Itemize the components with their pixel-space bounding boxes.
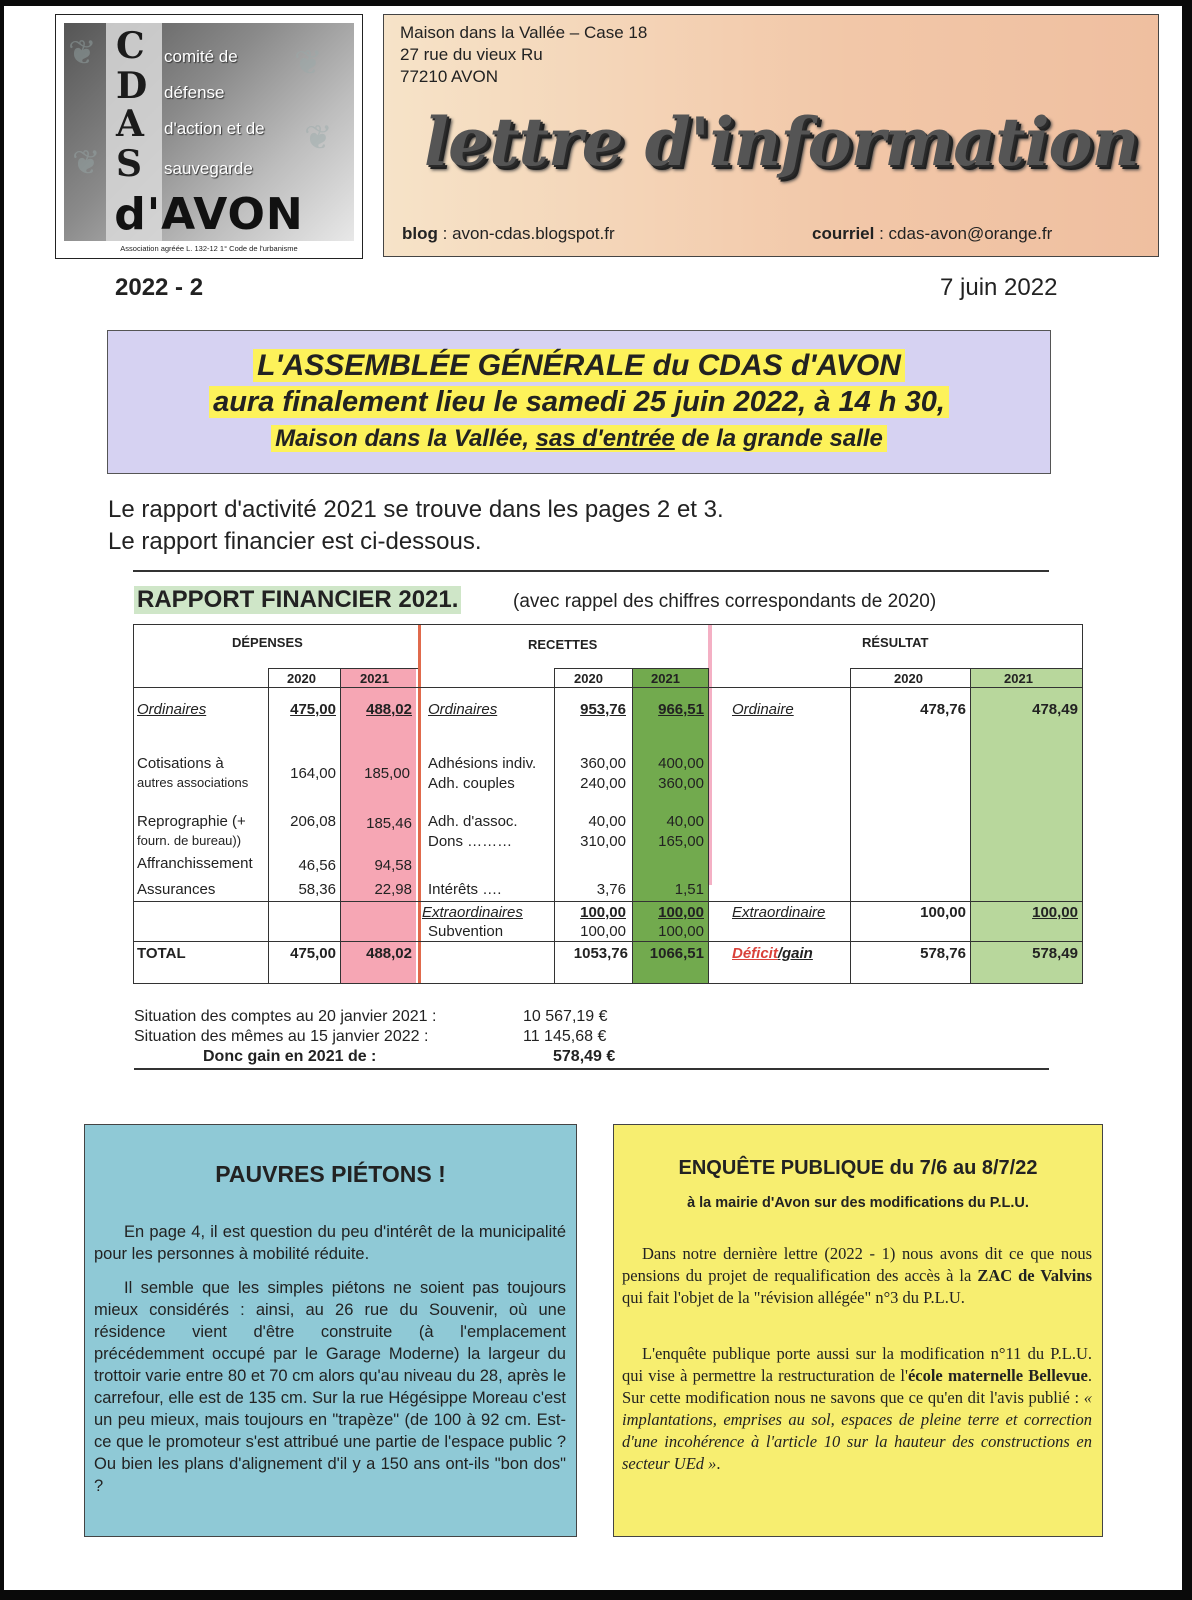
rec-adh-assoc-label: Adh. d'assoc. (428, 813, 518, 830)
pietons-title: PAUVRES PIÉTONS ! (215, 1161, 446, 1187)
rec-adh-assoc-2021: 40,00 (666, 813, 704, 830)
dep-cotis-2021: 185,00 (364, 765, 410, 782)
banner-entrance: sas d'entrée (535, 425, 675, 452)
situation-1-value: 10 567,19 € (523, 1008, 608, 1025)
email-label: courriel (812, 224, 875, 243)
res-total-2020: 578,76 (920, 945, 966, 962)
enquete-box (613, 1124, 1103, 1537)
rec-interets-2020: 3,76 (596, 881, 626, 898)
banner-line-1 (108, 349, 1050, 383)
situation-3-label: Donc gain en 2021 de : (203, 1048, 377, 1065)
res-deficit-gain-label (732, 945, 813, 962)
dep-ordinaires-label: Ordinaires (137, 701, 207, 718)
rec-subv-2021: 100,00 (658, 923, 704, 940)
banner-location: Maison dans la Vallée, (275, 425, 529, 452)
dep-repro-label-1: Reprographie (+ (137, 813, 246, 830)
address-line-2: 27 rue du vieux Ru (400, 45, 543, 64)
situation-3-value: 578,49 € (553, 1048, 616, 1065)
logo-word-sauvegarde: sauvegarde (164, 159, 253, 178)
logo-avon: d'AVON (114, 189, 304, 240)
enquete-paragraph-1 (622, 1243, 1092, 1309)
banner-line-1-text: L'ASSEMBLÉE GÉNÉRALE du CDAS d'AVON (253, 349, 905, 382)
rec-ordinaires-2020: 953,76 (580, 701, 626, 718)
enquete-p2-text-e: . (716, 1454, 721, 1473)
grid-h-years-rec (554, 668, 708, 669)
divider-top (133, 570, 1049, 572)
dep-year-2020: 2020 (287, 671, 316, 686)
enquete-p1-text-a: Dans notre dernière lettre (2022 - 1) nous avons dit ce que nous pensions du projet de requalification des accès à la (622, 1244, 1092, 1285)
rec-extra-2020: 100,00 (580, 904, 626, 921)
issue-number: 2022 - 2 (115, 274, 204, 301)
situation-1-label: Situation des comptes au 20 janvier 2021 : (134, 1008, 437, 1025)
logo-letter-c: C (116, 25, 145, 67)
pietons-box (84, 1124, 577, 1537)
rec-total-2020: 1053,76 (573, 945, 628, 962)
dep-repro-2021: 185,46 (366, 815, 412, 832)
newsletter-title: lettre d'information (424, 103, 1139, 181)
logo-letter-a: A (116, 103, 144, 145)
assembly-banner (107, 330, 1051, 474)
situation-2-value: 11 145,68 € (523, 1028, 607, 1045)
rec-divider-red (418, 625, 421, 983)
banner-room: de la grande salle (681, 425, 883, 452)
header-recettes: RECETTES (528, 637, 598, 652)
res-extra-2020: 100,00 (920, 904, 966, 921)
scan-border-bottom (0, 1590, 1192, 1600)
enquete-zac-valvins: ZAC de Valvins (977, 1266, 1092, 1285)
dep-repro-2020: 206,08 (290, 813, 336, 830)
res-total-2021: 578,49 (1032, 945, 1078, 962)
logo-letter-d: D (116, 65, 148, 107)
dep-total-2021: 488,02 (366, 945, 412, 962)
rec-interets-2021: 1,51 (674, 881, 704, 898)
logo-letter-s: S (116, 143, 142, 185)
dep-year-2021: 2021 (360, 671, 389, 686)
dep-cotis-label-1: Cotisations à (137, 755, 224, 772)
rec-subv-label: Subvention (428, 923, 504, 940)
rec-adh-assoc-2020: 40,00 (588, 813, 626, 830)
header-depenses: DÉPENSES (232, 635, 303, 650)
enquete-title: ENQUÊTE PUBLIQUE du 7/6 au 8/7/22 (678, 1157, 1038, 1179)
email-address[interactable]: : cdas-avon@orange.fr (879, 224, 1053, 243)
divider-bottom (134, 1068, 1049, 1070)
rec-adh-couples-label: Adh. couples (428, 775, 515, 792)
enquete-ecole-bellevue: école maternelle Bellevue (907, 1366, 1088, 1385)
scan-border-top (0, 0, 1192, 6)
finance-table (133, 624, 1083, 984)
rec-year-2020: 2020 (574, 671, 603, 686)
res-gain-label: /gain (777, 945, 813, 962)
res-year-2021: 2021 (1004, 671, 1033, 686)
finance-title: RAPPORT FINANCIER 2021. (134, 586, 461, 614)
dep-affr-2021: 94,58 (374, 857, 412, 874)
banner-line-3-text (271, 425, 887, 452)
dep-total-2020: 475,00 (290, 945, 336, 962)
res-deficit-label: Déficit (732, 945, 778, 962)
rec-subv-2020: 100,00 (580, 923, 626, 940)
dep-assur-label: Assurances (137, 881, 216, 898)
res-year-2020: 2020 (894, 671, 923, 686)
res-extra-label: Extraordinaire (732, 904, 826, 921)
rec-ordinaires-2021: 966,51 (658, 701, 704, 718)
dep-total-label: TOTAL (137, 945, 186, 962)
enquete-subtitle: à la mairie d'Avon sur des modifications du P.L.U. (687, 1195, 1029, 1211)
situation-2-label: Situation des mêmes au 15 janvier 2022 : (134, 1028, 429, 1045)
address-line-1: Maison dans la Vallée – Case 18 (400, 23, 648, 42)
rec-total-2021: 1066,51 (649, 945, 704, 962)
grid-h-extra (134, 901, 1082, 902)
rec-dons-2020: 310,00 (580, 833, 626, 850)
header-resultat: RÉSULTAT (862, 635, 929, 650)
dep-ordinaires-2020: 475,00 (290, 701, 336, 718)
rec-year-2021: 2021 (651, 671, 680, 686)
banner-line-3 (108, 425, 1050, 453)
grid-h-years (268, 668, 418, 669)
blog-label: blog (402, 224, 438, 243)
banner-line-2 (108, 386, 1050, 419)
issue-date: 7 juin 2022 (940, 274, 1058, 301)
address-line-3: 77210 AVON (400, 67, 498, 86)
dep-assur-2020: 58,36 (298, 881, 336, 898)
dep-assur-2021: 22,98 (374, 881, 412, 898)
rec-interets-label: Intérêts …. (428, 881, 502, 898)
rec-dons-2021: 165,00 (658, 833, 704, 850)
res-ordinaire-label: Ordinaire (732, 701, 794, 718)
rec-adh-couples-2020: 240,00 (580, 775, 626, 792)
enquete-paragraph-2 (622, 1343, 1092, 1475)
intro-line-2: Le rapport financier est ci-dessous. (108, 528, 482, 555)
dep-affr-2020: 46,56 (298, 857, 336, 874)
rec-adh-indiv-2021: 400,00 (658, 755, 704, 772)
rec-adh-couples-2021: 360,00 (658, 775, 704, 792)
rec-adh-indiv-2020: 360,00 (580, 755, 626, 772)
blog-line (402, 224, 615, 244)
leaf-decoration-icon: ❦ (294, 44, 323, 82)
leaf-decoration-icon: ❦ (68, 34, 97, 72)
pietons-paragraph-1: En page 4, il est question du peu d'intérêt de la municipalité pour les personnes à mobilité réduite. (94, 1223, 566, 1263)
res-extra-2021: 100,00 (1032, 904, 1078, 921)
cdas-logo-frame (55, 14, 363, 259)
grid-v-6 (708, 668, 709, 983)
intro-line-1: Le rapport d'activité 2021 se trouve dans les pages 2 et 3. (108, 496, 724, 523)
dep-cotis-2020: 164,00 (290, 765, 336, 782)
rec-extra-label: Extraordinaires (422, 904, 523, 921)
grid-h-body (134, 687, 1082, 688)
enquete-p1-text-c: qui fait l'objet de la "révision allégée" n°3 du P.L.U. (622, 1288, 965, 1307)
scan-border-right (1182, 0, 1192, 1600)
email-line (812, 224, 1052, 244)
cdas-logo (64, 23, 354, 241)
rec-dons-label: Dons ……… (428, 833, 513, 850)
dep-repro-label-2: fourn. de bureau)) (137, 833, 242, 848)
enquete-avis-quote: « implantations, emprises au sol, espaces de pleine terre et correction d'une incohérence à l'article 10 sur la hauteur des constructions en secteur UEd » (622, 1388, 1092, 1473)
dep-cotis-label-2: autres associations (137, 775, 249, 790)
dep-ordinaires-2021: 488,02 (366, 701, 412, 718)
logo-word-comite: comité de (164, 47, 238, 66)
grid-h-total (134, 941, 1082, 942)
logo-word-defense: défense (164, 83, 225, 102)
dep-affr-label: Affranchissement (137, 855, 253, 872)
rec-ordinaires-label: Ordinaires (428, 701, 498, 718)
rec-extra-2021: 100,00 (658, 904, 704, 921)
res-ordinaire-2021: 478,49 (1032, 701, 1078, 718)
res-ordinaire-2020: 478,76 (920, 701, 966, 718)
scan-border-left (0, 0, 4, 1600)
enquete-p2-text-a: L'enquête publique porte aussi sur la modification n°11 du P.L.U. qui vise à permettre la restructuration de l' (622, 1344, 1092, 1385)
blog-url[interactable]: : avon-cdas.blogspot.fr (442, 224, 615, 243)
banner-line-2-text: aura finalement lieu le samedi 25 juin 2022, à 14 h 30, (209, 386, 949, 418)
rec-adh-indiv-label: Adhésions indiv. (428, 755, 537, 772)
grid-h-years-res (850, 668, 1082, 669)
finance-subtitle: (avec rappel des chiffres correspondants de 2020) (513, 591, 937, 612)
enquete-p2-text-c: . Sur cette modification nous ne savons que ce qu'en dit l'avis publié : (622, 1366, 1092, 1407)
header-address-block (383, 14, 1159, 257)
leaf-decoration-icon: ❦ (72, 144, 101, 182)
logo-word-action: d'action et de (164, 119, 265, 138)
leaf-decoration-icon: ❦ (304, 119, 333, 157)
logo-caption: Association agréée L. 132-12 1° Code de l'urbanisme (120, 244, 298, 253)
pietons-paragraph-2: Il semble que les simples piétons ne soient pas toujours mieux considérés : ainsi, au 26 rue du Souvenir, où une résidence vient d'être construite (à l'emplacement précédemment occupé par le Garage Moderne) la largeur du trottoir varie entre 80 et 70 cm alors qu'au niveau du 28, après le carrefour, elle est de 135 cm. Sur la rue Hégésippe Moreau c'est un peu mieux, mais toujours en "trapèze" (de 100 à 92 cm. Est-ce que le promoteur s'est attribué une partie de l'espace public ? Ou bien les plans d'alignement d'il y a 150 ans ont-ils "bon dos" ? (94, 1279, 566, 1495)
